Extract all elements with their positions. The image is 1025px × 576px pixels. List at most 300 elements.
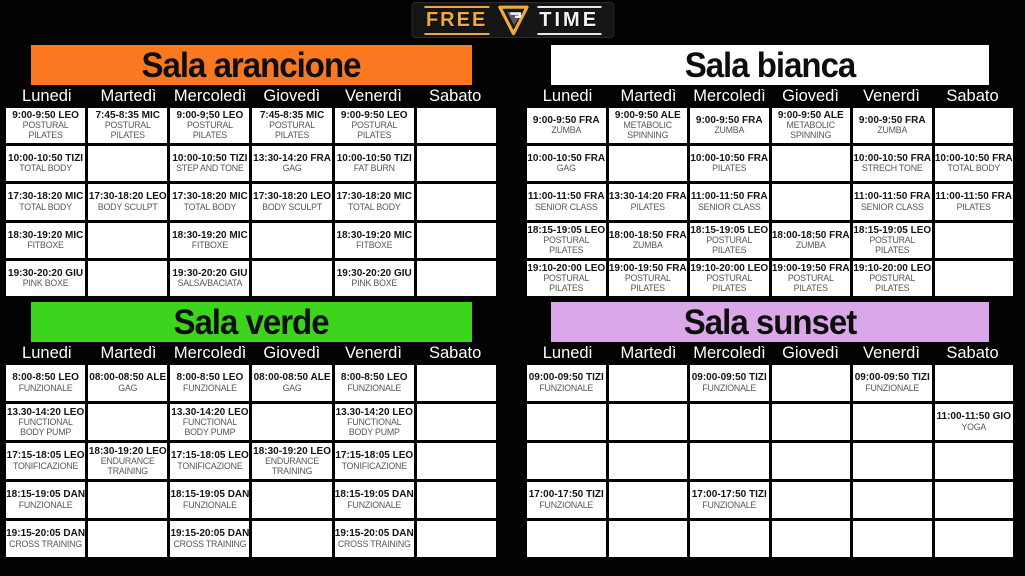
class-activity: PILATES	[630, 201, 665, 212]
class-activity: POSTURAL PILATES	[869, 273, 916, 293]
empty-cell	[417, 146, 496, 181]
class-time: 17:30-18:20 MIC	[336, 191, 413, 203]
class-time: 19:10-20:00 LEO	[853, 262, 932, 274]
class-time: 17:15-18:05 LEO	[171, 450, 249, 462]
room-title-banner	[31, 45, 472, 85]
class-time: 17:15-18:05 LEO	[6, 450, 85, 462]
class-activity: TOTAL BODY	[19, 201, 72, 212]
class-time: 18:00-18:50 FRA	[771, 229, 850, 241]
day-header: Martedì	[620, 344, 677, 362]
class-cell	[527, 365, 606, 401]
day-header: Mercoledì	[693, 87, 766, 105]
section-sala-arancione	[6, 45, 496, 296]
class-time: 13.30-14:20 LEO	[171, 406, 249, 418]
class-activity: FUNCTIONAL BODY PUMP	[18, 416, 73, 437]
class-cell	[527, 261, 606, 296]
class-time: 9:00-9:50 FRA	[532, 115, 600, 127]
empty-cell	[609, 521, 688, 557]
class-cell	[252, 365, 331, 401]
empty-cell	[772, 404, 851, 440]
class-cell	[690, 261, 769, 296]
class-activity: POSTURAL PILATES	[186, 120, 233, 141]
day-header: Martedì	[100, 87, 157, 105]
class-activity: METABOLIC SPINNING	[623, 120, 672, 141]
class-cell	[88, 443, 167, 479]
day-header: Mercoledì	[173, 87, 247, 105]
class-cell	[335, 223, 414, 258]
class-cell	[6, 261, 85, 296]
empty-cell	[935, 223, 1014, 258]
class-cell	[335, 146, 414, 181]
empty-cell	[609, 443, 688, 479]
class-activity: GAG	[282, 163, 302, 174]
empty-cell	[252, 261, 331, 296]
empty-cell	[527, 404, 606, 440]
empty-cell	[935, 365, 1014, 401]
class-time: 10:00-10:50 FRA	[690, 153, 769, 165]
day-header-row	[6, 86, 496, 107]
class-cell	[853, 146, 932, 181]
day-header: Lunedi	[542, 344, 593, 362]
class-time: 10:00-10:50 TIZI	[8, 153, 84, 165]
class-cell	[690, 146, 769, 181]
class-time: 8:00-8:50 LEO	[176, 372, 244, 384]
class-time: 9:00-9:50 ALE	[614, 110, 681, 122]
class-time: 17:30-18:20 LEO	[253, 191, 331, 203]
class-activity: POSTURAL PILATES	[706, 234, 753, 255]
class-time: 8:00-8:50 LEO	[340, 372, 408, 384]
class-cell	[88, 365, 167, 401]
day-header: Sabato	[429, 87, 482, 105]
class-activity: POSTURAL PILATES	[787, 273, 834, 293]
class-time: 18:30-19:20 MIC	[7, 229, 84, 241]
day-header: Lunedi	[542, 87, 593, 105]
class-activity: METABOLIC SPINNING	[786, 120, 835, 141]
class-activity: TOTAL BODY	[183, 201, 237, 212]
class-activity: TONIFICAZIONE	[341, 460, 407, 471]
class-activity: PILATES	[712, 163, 747, 174]
logo-time-text: TIME	[537, 6, 601, 35]
section-sala-bianca	[527, 45, 1013, 296]
class-activity: TONIFICAZIONE	[12, 460, 79, 471]
day-header: Sabato	[946, 87, 999, 105]
class-activity: FUNZIONALE	[865, 382, 920, 393]
class-activity: PINK BOXE	[351, 278, 398, 289]
class-time: 11:00-11:50 FRA	[690, 191, 768, 203]
class-time: 19:00-19:50 FRA	[771, 262, 850, 274]
logo-free-text: FREE	[424, 6, 489, 35]
class-cell	[609, 261, 688, 296]
class-time: 08:00-08:50 ALE	[253, 372, 331, 384]
class-cell	[853, 261, 932, 296]
empty-cell	[690, 521, 769, 557]
class-time: 18:30-19:20 LEO	[88, 445, 167, 457]
freetime-triangle-icon	[496, 4, 530, 36]
class-activity: TOTAL BODY	[19, 163, 72, 174]
class-cell	[252, 108, 331, 143]
class-time: 18:30-19:20 MIC	[172, 229, 248, 241]
class-activity: POSTURAL PILATES	[543, 273, 590, 293]
empty-cell	[935, 108, 1014, 143]
empty-cell	[417, 482, 496, 518]
day-header: Giovedì	[782, 344, 839, 362]
class-time: 18:15-19:05 DAN	[334, 489, 414, 501]
room-title-banner	[31, 302, 472, 342]
class-cell	[252, 184, 331, 219]
class-activity: FITBOXE	[356, 239, 393, 250]
class-time: 10:00-10:50 FRA	[527, 153, 606, 165]
day-header-row	[6, 343, 496, 364]
class-time: 09:00-09:50 TIZI	[854, 372, 930, 384]
class-cell	[335, 482, 414, 518]
class-activity: BODY SCULPT	[262, 201, 322, 212]
class-activity: POSTURAL PILATES	[351, 120, 398, 141]
class-activity: SENIOR CLASS	[697, 201, 761, 212]
class-cell	[853, 365, 932, 401]
day-header: Mercoledì	[693, 344, 766, 362]
class-activity: ZUMBA	[795, 239, 826, 250]
empty-cell	[609, 404, 688, 440]
day-header: Giovedì	[263, 344, 321, 362]
class-time: 11:00-11:50 GIO	[936, 411, 1011, 423]
class-activity: FUNZIONALE	[183, 382, 237, 393]
class-time: 17:00-17:50 TIZI	[691, 489, 767, 501]
class-cell	[6, 108, 85, 143]
class-activity: ZUMBA	[877, 125, 908, 136]
class-activity: FUNZIONALE	[347, 382, 402, 393]
class-activity: STEP AND TONE	[176, 163, 244, 174]
class-activity: FUNZIONALE	[539, 499, 594, 510]
empty-cell	[772, 146, 851, 181]
class-activity: STRECH TONE	[861, 163, 923, 174]
class-cell	[170, 146, 249, 181]
class-time: 19:10-20:00 LEO	[690, 262, 769, 274]
class-cell	[6, 482, 85, 518]
empty-cell	[853, 443, 932, 479]
class-time: 18:15-19:05 LEO	[527, 224, 606, 236]
class-activity: FUNZIONALE	[702, 499, 757, 510]
empty-cell	[88, 223, 167, 258]
empty-cell	[609, 146, 688, 181]
class-activity: CROSS TRAINING	[9, 538, 82, 549]
class-activity: FITBOXE	[191, 239, 229, 250]
class-activity: TONIFICAZIONE	[177, 460, 243, 471]
class-activity: FUNZIONALE	[347, 499, 402, 510]
class-cell	[335, 184, 414, 219]
class-activity: ZUMBA	[632, 239, 663, 250]
day-header: Venerdì	[345, 87, 402, 105]
class-cell	[6, 521, 85, 557]
class-activity: CROSS TRAINING	[173, 538, 247, 549]
class-cell	[335, 365, 414, 401]
empty-cell	[690, 404, 769, 440]
class-time: 7:45-8:35 MIC	[259, 110, 325, 122]
empty-cell	[88, 482, 167, 518]
class-activity: TOTAL BODY	[947, 163, 1001, 174]
class-time: 18:30-19:20 LEO	[253, 445, 331, 457]
class-activity: ZUMBA	[714, 125, 745, 136]
class-activity: GAG	[118, 382, 138, 393]
class-cell	[935, 146, 1014, 181]
empty-cell	[853, 521, 932, 557]
class-cell	[170, 404, 249, 440]
empty-cell	[417, 223, 496, 258]
section-sala-verde	[6, 302, 496, 557]
empty-cell	[417, 365, 496, 401]
class-activity: BODY SCULPT	[97, 201, 158, 212]
class-cell	[335, 404, 414, 440]
empty-cell	[417, 261, 496, 296]
class-cell	[772, 108, 851, 143]
class-time: 09:00-09:50 TIZI	[528, 372, 604, 384]
empty-cell	[417, 521, 496, 557]
class-activity: POSTURAL PILATES	[104, 120, 151, 141]
day-header: Martedì	[620, 87, 677, 105]
empty-cell	[252, 404, 331, 440]
class-time: 19:00-19:50 FRA	[608, 262, 687, 274]
day-header-row	[527, 86, 1013, 107]
class-time: 8:00-8:50 LEO	[12, 372, 79, 384]
empty-cell	[772, 521, 851, 557]
class-cell	[609, 184, 688, 219]
empty-cell	[690, 443, 769, 479]
empty-cell	[772, 184, 851, 219]
class-activity: FUNZIONALE	[539, 382, 594, 393]
class-cell	[6, 184, 85, 219]
class-time: 13.30-14:20 LEO	[6, 406, 85, 418]
class-cell	[690, 482, 769, 518]
class-time: 17:15-18:05 LEO	[335, 450, 414, 462]
class-activity: POSTURAL PILATES	[706, 273, 753, 293]
class-cell	[88, 184, 167, 219]
class-time: 18:15-19:05 LEO	[853, 224, 932, 236]
class-time: 19:15-20:05 DAN	[334, 528, 414, 540]
empty-cell	[772, 482, 851, 518]
class-activity: FUNZIONALE	[702, 382, 757, 393]
class-activity: FUNZIONALE	[18, 382, 73, 393]
class-activity: YOGA	[961, 421, 987, 432]
class-time: 11:00-11:50 FRA	[935, 191, 1013, 203]
class-time: 13.30-14:20 LEO	[335, 406, 413, 418]
empty-cell	[772, 365, 851, 401]
day-header: Giovedì	[263, 87, 321, 105]
empty-cell	[88, 261, 167, 296]
empty-cell	[853, 482, 932, 518]
class-time: 10:00-10:50 TIZI	[336, 153, 412, 165]
day-header: Sabato	[946, 344, 999, 362]
class-time: 09:00-09:50 TIZI	[691, 372, 767, 384]
class-time: 18:15-19:05 DAN	[6, 489, 86, 501]
class-cell	[170, 521, 249, 557]
class-time: 9:00-9:50 ALE	[777, 110, 844, 122]
class-activity: FUNCTIONAL BODY PUMP	[182, 416, 238, 437]
empty-cell	[609, 365, 688, 401]
class-time: 9:00-9:50 FRA	[695, 115, 763, 127]
class-activity: PILATES	[956, 201, 991, 212]
room-title-banner	[551, 302, 988, 342]
empty-cell	[935, 521, 1014, 557]
class-time: 10:00-10:50 FRA	[934, 153, 1013, 165]
class-time: 13:30-14:20 FRA	[608, 191, 687, 203]
class-cell	[527, 223, 606, 258]
class-cell	[335, 521, 414, 557]
class-cell	[170, 223, 249, 258]
empty-cell	[935, 443, 1014, 479]
empty-cell	[252, 223, 331, 258]
class-cell	[609, 108, 688, 143]
class-cell	[772, 223, 851, 258]
class-time: 9:00-9:50 LEO	[340, 110, 408, 122]
class-activity: PINK BOXE	[22, 278, 69, 289]
class-activity: SENIOR CLASS	[860, 201, 924, 212]
room-title: Sala verde	[173, 301, 329, 342]
class-time: 19:15-20:05 DAN	[170, 528, 250, 540]
class-cell	[170, 184, 249, 219]
empty-cell	[609, 482, 688, 518]
day-header: Lunedi	[22, 87, 72, 105]
class-activity: POSTURAL PILATES	[869, 234, 916, 255]
class-cell	[527, 482, 606, 518]
class-cell	[6, 146, 85, 181]
class-cell	[690, 108, 769, 143]
class-activity: FUNZIONALE	[18, 499, 73, 510]
room-title-banner	[551, 45, 988, 85]
class-time: 17:30-18:20 MIC	[7, 191, 84, 203]
day-header: Lunedi	[22, 344, 72, 362]
empty-cell	[88, 521, 167, 557]
class-activity: POSTURAL PILATES	[22, 120, 69, 141]
class-activity: GAG	[282, 382, 302, 393]
class-cell	[252, 146, 331, 181]
class-time: 18:15-19:05 DAN	[170, 489, 250, 501]
class-cell	[88, 108, 167, 143]
class-cell	[335, 108, 414, 143]
empty-cell	[417, 443, 496, 479]
class-cell	[853, 223, 932, 258]
class-activity: FUNCTIONAL BODY PUMP	[347, 416, 402, 437]
empty-cell	[252, 482, 331, 518]
empty-cell	[417, 108, 496, 143]
class-cell	[335, 443, 414, 479]
class-cell	[935, 404, 1014, 440]
schedule-grid	[527, 365, 1013, 557]
class-cell	[690, 184, 769, 219]
class-time: 9:00-9;50 LEO	[176, 110, 244, 122]
class-activity: GAG	[556, 163, 576, 174]
empty-cell	[417, 184, 496, 219]
class-time: 10:00-10:50 TIZI	[172, 153, 248, 165]
class-cell	[6, 443, 85, 479]
day-header: Mercoledì	[173, 344, 247, 362]
class-activity: POSTURAL PILATES	[269, 120, 315, 141]
class-cell	[690, 365, 769, 401]
day-header: Sabato	[429, 344, 482, 362]
class-time: 19:30-20:20 GIU	[8, 267, 84, 279]
class-cell	[609, 223, 688, 258]
class-cell	[6, 404, 85, 440]
schedule-grid	[527, 108, 1013, 296]
class-cell	[935, 184, 1014, 219]
class-activity: SENIOR CLASS	[534, 201, 598, 212]
class-cell	[170, 365, 249, 401]
class-activity: ENDURANCE TRAINING	[265, 455, 320, 476]
class-time: 19:30-20:20 GIU	[172, 267, 248, 279]
empty-cell	[853, 404, 932, 440]
room-title: Sala bianca	[684, 44, 856, 85]
class-time: 08:00-08:50 ALE	[89, 372, 167, 384]
class-activity: POSTURAL PILATES	[543, 234, 590, 255]
day-header: Giovedì	[782, 87, 839, 105]
class-cell	[527, 108, 606, 143]
class-time: 19:30-20:20 GIU	[336, 267, 412, 279]
class-time: 7:45-8:35 MIC	[95, 110, 160, 122]
class-activity: SALSA/BACIATA	[177, 278, 243, 289]
day-header: Venerdì	[863, 87, 920, 105]
section-sala-sunset	[527, 302, 1013, 557]
empty-cell	[417, 404, 496, 440]
class-cell	[6, 365, 85, 401]
empty-cell	[935, 482, 1014, 518]
class-time: 18:30-19:20 MIC	[336, 229, 413, 241]
class-cell	[170, 482, 249, 518]
class-time: 19:15-20:05 DAN	[6, 528, 86, 540]
class-cell	[853, 108, 932, 143]
class-time: 18:00-18:50 FRA	[608, 229, 687, 241]
class-time: 18:15-19:05 LEO	[690, 224, 769, 236]
schedule-grid	[6, 108, 496, 296]
class-activity: FITBOXE	[27, 239, 64, 250]
class-cell	[170, 108, 249, 143]
empty-cell	[935, 261, 1014, 296]
class-cell	[527, 184, 606, 219]
class-activity: TOTAL BODY	[347, 201, 401, 212]
class-cell	[527, 146, 606, 181]
day-header-row	[527, 343, 1013, 364]
empty-cell	[527, 521, 606, 557]
empty-cell	[527, 443, 606, 479]
class-activity: CROSS TRAINING	[337, 538, 411, 549]
room-title: Sala arancione	[141, 44, 361, 85]
day-header: Venerdì	[345, 344, 402, 362]
class-cell	[170, 443, 249, 479]
empty-cell	[88, 404, 167, 440]
class-time: 13:30-14:20 FRA	[253, 153, 331, 165]
class-time: 9:00-9:50 LEO	[12, 110, 79, 122]
class-time: 17:30-18:20 MIC	[172, 191, 248, 203]
class-cell	[170, 261, 249, 296]
class-cell	[6, 223, 85, 258]
freetime-logo	[411, 2, 614, 38]
class-activity: ENDURANCE TRAINING	[100, 455, 155, 476]
class-time: 10:00-10:50 FRA	[853, 153, 932, 165]
class-cell	[853, 184, 932, 219]
class-activity: POSTURAL PILATES	[624, 273, 671, 293]
day-header: Martedì	[100, 344, 157, 362]
class-time: 9:00-9:50 FRA	[858, 115, 926, 127]
class-activity: ZUMBA	[551, 125, 582, 136]
empty-cell	[772, 443, 851, 479]
schedule-grid	[6, 365, 496, 557]
empty-cell	[252, 521, 331, 557]
class-cell	[335, 261, 414, 296]
class-cell	[252, 443, 331, 479]
class-cell	[772, 261, 851, 296]
class-cell	[690, 223, 769, 258]
class-time: 19:10-20:00 LEO	[527, 262, 606, 274]
empty-cell	[88, 146, 167, 181]
day-header: Venerdì	[863, 344, 920, 362]
class-activity: FAT BURN	[353, 163, 395, 174]
